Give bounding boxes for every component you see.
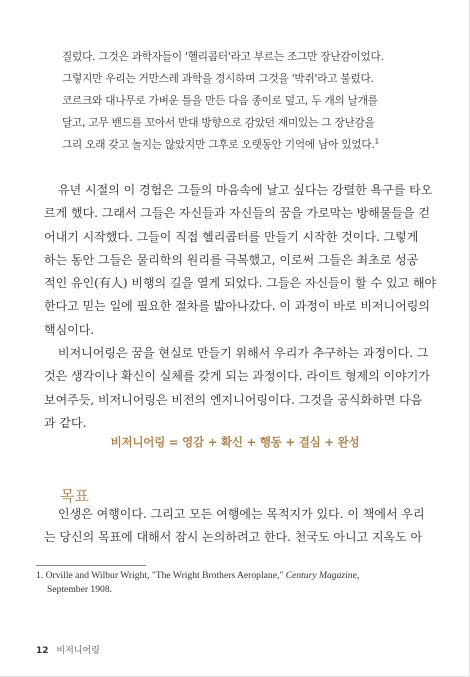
quote-line-text: 그리 오래 갖고 놀지는 않았지만 그후로 오랫동안 기억에 남아 있었다. [62, 139, 375, 151]
paragraph-line: 한다고 믿는 일에 필요한 절차를 밟아나갔다. 이 과정이 바로 비저니어링의 [44, 299, 430, 314]
footnote-date: September 1908. [47, 584, 113, 595]
paragraph-line: 적인 유인(有人) 비행의 길을 열게 되었다. 그들은 자신들이 할 수 있고 해야 [44, 276, 437, 291]
paragraph-line: 는 당신의 목표에 대해서 잠시 논의하려고 한다. 천국도 아니고 지옥도 아 [44, 530, 423, 545]
paragraph-line: 어내기 시작했다. 그들이 직접 헬리콥터를 만들기 시작한 것이다. 그렇게 [44, 229, 419, 244]
paragraph-line: 과 같다. [44, 415, 87, 430]
paragraph-goals [44, 503, 436, 550]
page-number: 12 [36, 646, 49, 656]
block-quote [62, 46, 442, 156]
paragraph-line: 인생은 여행이다. 그리고 모든 여행에는 목적지가 있다. 이 책에서 우리 [58, 507, 425, 521]
quote-line: 코르크와 대나무로 가벼운 틀을 만든 다음 종이로 덮고, 두 개의 날개를 [62, 95, 378, 107]
paragraph-childhood-experience [44, 179, 436, 435]
footnote-citation: 1. Orville and Wilbur Wright, "The Wright Brothers Aeroplane," [36, 570, 284, 581]
footnote [36, 569, 446, 597]
footnote-punctuation: , [356, 570, 360, 581]
paragraph-line: 보여주듯, 비저니어링은 비전의 엔지니어링이다. 그것을 공식화하면 다음 [44, 392, 423, 407]
section-heading: 목표 [60, 487, 89, 505]
footnote-reference[interactable]: 1 [374, 137, 379, 146]
footnote-magazine-title: Century Magazine [285, 570, 357, 581]
quote-line: 그렇지만 우리는 거만스레 과학을 경시하며 그것을 '박쥐'라고 불렀다. [62, 73, 374, 85]
running-head: 비저니어링 [56, 646, 100, 656]
page-footer [36, 643, 100, 656]
paragraph-line: 것은 생각이나 확신이 실체를 갖게 되는 과정이다. 라이트 형제의 이야기가 [44, 369, 430, 384]
quote-line: 달고, 고무 밴드를 꼬아서 반대 방향으로 감았던 재미있는 그 장난감을 [62, 117, 375, 129]
visioneering-formula: 비저니어링 = 영감 + 확신 + 행동 + 결심 + 완성 [110, 435, 360, 449]
paragraph-line: 르게 했다. 그래서 그들은 자신들과 자신들의 꿈을 가로막는 방해물들을 걷 [44, 206, 430, 221]
footnote-line [36, 569, 446, 583]
paragraph-line: 하는 동안 그들은 물리학의 원리를 극복했고, 이로써 그들은 최초로 성공 [44, 252, 419, 267]
paragraph-line: 핵심이다. [44, 322, 95, 337]
quote-line-last [62, 134, 442, 156]
quote-line: 질렀다. 그것은 과학자들이 '헬리콥터'라고 부르는 조그만 장난감이었다. [62, 51, 384, 63]
paragraph-line: 비저니어링은 꿈을 현실로 만들기 위해서 우리가 추구하는 과정이다. 그 [58, 346, 429, 361]
footnote-divider [36, 565, 146, 566]
paragraph-line: 유년 시절의 이 경험은 그들의 마음속에 날고 싶다는 강렬한 욕구를 타오 [58, 183, 433, 197]
